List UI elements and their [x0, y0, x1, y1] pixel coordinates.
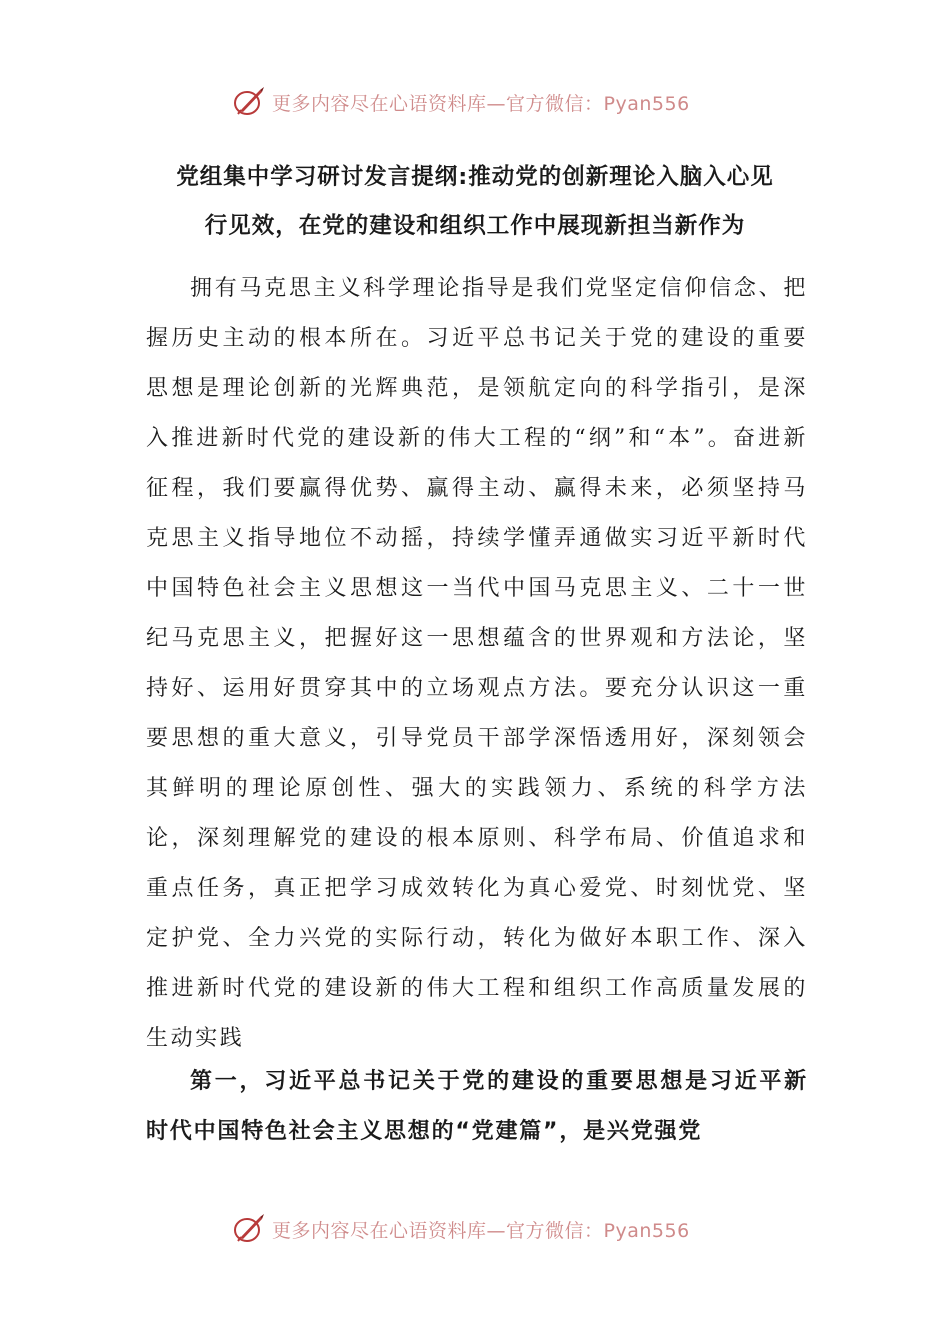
- body-paragraph: 拥有马克思主义科学理论指导是我们党坚定信仰信念、把握历史主动的根本所在。习近平总书记关于党的建设的重要思想是理论创新的光辉典范，是领航定向的科学指引，是深入推进新时代党的建设新的伟大工程的“纲”和“本”。奋进新征程，我们要赢得优势、赢得主动、赢得未来，必须坚持马克思主义指导地位不动摇，持续学懂弄通做实习近平新时代中国特色社会主义思想这一当代中国马克思主义、二十一世纪马克思主义，把握好这一思想蕴含的世界观和方法论，坚持好、运用好贯穿其中的立场观点方法。要充分认识这一重要思想的重大意义，引导党员干部学深悟透用好，深刻领会其鲜明的理论原创性、强大的实践领力、系统的科学方法论，深刻理解党的建设的根本原则、科学布局、价值追求和重点任务，真正把学习成效转化为真心爱党、时刻忧党、坚定护党、全力兴党的实际行动，转化为做好本职工作、深入推进新时代党的建设新的伟大工程和组织工作高质量发展的生动实践: [146, 276, 808, 1051]
- document-title-line-1: 党组集中学习研讨发言提纲:推动党的创新理论入脑入心见: [176, 164, 774, 190]
- watermark-text: 更多内容尽在心语资料库—官方微信：Pyan556: [272, 92, 690, 115]
- quill-pen-logo-icon: [232, 1212, 266, 1246]
- watermark-banner-top: [232, 82, 690, 122]
- quill-pen-logo-icon: [232, 85, 266, 119]
- watermark-banner-bottom: [232, 1209, 690, 1249]
- watermark-text: 更多内容尽在心语资料库—官方微信：Pyan556: [272, 1219, 690, 1242]
- document-title-line-2: 行见效，在党的建设和组织工作中展现新担当新作为: [204, 213, 746, 239]
- section-heading: 第一，习近平总书记关于党的建设的重要思想是习近平新时代中国特色社会主义思想的“党建篇”，是兴党强党: [146, 1069, 808, 1144]
